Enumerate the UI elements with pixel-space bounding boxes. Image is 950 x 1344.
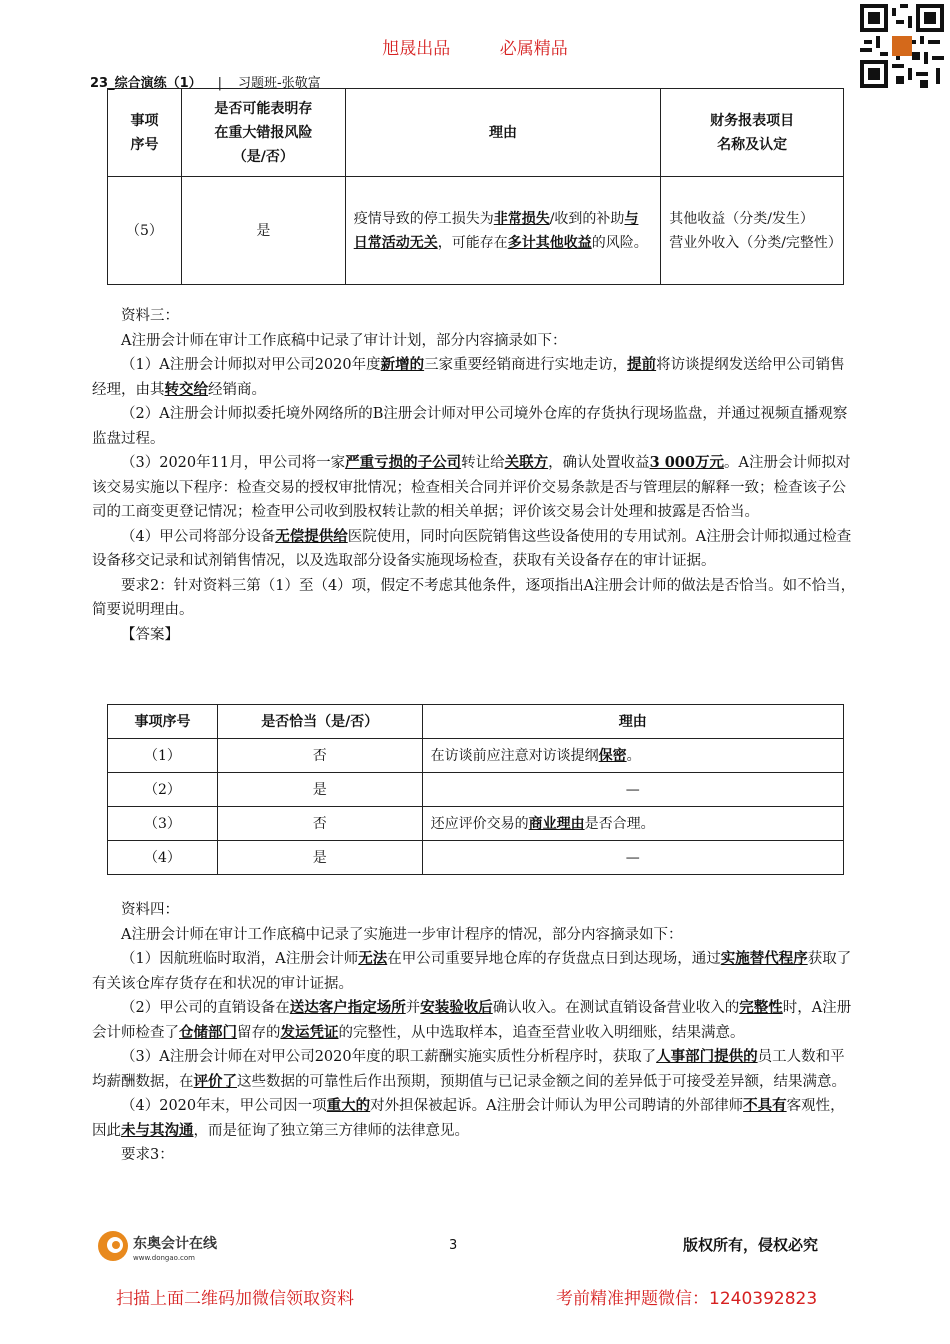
logo-url: www.dongao.com	[133, 1254, 195, 1262]
material4-item-4: （4）2020年末，甲公司因一项重大的对外担保被起诉。A注册会计师认为甲公司聘请的外部律师不具有客观性，因此未与其沟通，而是征询了独立第三方律师的法律意见。	[92, 1097, 845, 1139]
material3-item-3: （3）2020年11月，甲公司将一家严重亏损的子公司转让给关联方，确认处置收益3 000万元。A注册会计师拟对该交易实施以下程序：检查交易的授权审批情况；检查相关合同并评价交易条款是否与管理层的解释一致；检查该子公司的工商变更登记情况；检查甲公司收到股权转让款的相关单据；评价该交易会计处理和披露是否恰当。	[92, 454, 851, 520]
material4-item-3: （3）A注册会计师在对甲公司2020年度的职工薪酬实施实质性分析程序时，获取了人事部门提供的员工人数和平均薪酬数据，在评价了这些数据的可靠性后作出预期，预期值与已记录金额之间的差异低于可接受差异额，结果满意。	[92, 1048, 846, 1090]
answer-header-no: 事项序号	[108, 705, 218, 739]
table-row: （3） 否 还应评价交易的商业理由是否合理。	[108, 807, 844, 841]
col-header-risk: 是否可能表明存 在重大错报风险 （是/否）	[181, 89, 345, 177]
answer-label: 【答案】	[121, 626, 179, 643]
page-number: 3	[449, 1238, 458, 1253]
material3-title: 资料三：	[121, 308, 179, 324]
material4-item-2: （2）甲公司的直销设备在送达客户指定场所并安装验收后确认收入。在测试直销设备营业收入的完整性时，A注册会计师检查了仓储部门留存的发运凭证的完整性，从中选取样本，追查至营业收入明细账，结果满意。	[92, 999, 852, 1041]
row-reason: 疫情导致的停工损失为非常损失/收到的补助与日常活动无关，可能存在多计其他收益的风险。	[345, 177, 661, 285]
material4-intro: A注册会计师在审计工作底稿中记录了实施进一步审计程序的情况，部分内容摘录如下：	[121, 926, 683, 943]
qr-code-icon	[860, 4, 944, 88]
row-no: （5）	[108, 177, 182, 285]
header-right: 必属精品	[499, 39, 568, 59]
material-four	[92, 898, 857, 1168]
material3-item-2: （2）A注册会计师拟委托境外网络所的B注册会计师对甲公司境外仓库的存货执行现场监盘，并通过视频直播观察监盘过程。	[92, 406, 848, 447]
material3-item-4: （4）甲公司将部分设备无偿提供给医院使用，同时向医院销售这些设备使用的专用试剂。A注册会计师拟通过检查设备移交记录和试剂销售情况，以及选取部分设备实施现场检查，获取有关设备存在的审计证据。	[92, 527, 852, 569]
col-header-items: 财务报表项目 名称及认定	[661, 89, 844, 177]
col-header-no: 事项 序号	[108, 89, 182, 177]
risk-table	[107, 88, 844, 285]
requirement-3: 要求3：	[121, 1147, 174, 1163]
material3-item-1: （1）A注册会计师拟对甲公司2020年度新增的三家重要经销商进行实地走访，提前将访谈提纲发送给甲公司销售经理，由其转交给经销商。	[92, 356, 845, 398]
material-three	[92, 304, 857, 647]
header-left: 旭晟出品	[382, 39, 451, 59]
row-items: 其他收益（分类/发生） 营业外收入（分类/完整性）	[661, 177, 844, 285]
copyright: 版权所有，侵权必究	[683, 1236, 819, 1254]
table-row: （2） 是 —	[108, 773, 844, 807]
bottom-promo-right: 考前精准押题微信：1240392823	[556, 1289, 818, 1309]
material3-intro: A注册会计师在审计工作底稿中记录了审计计划，部分内容摘录如下：	[121, 332, 567, 349]
table-row: （1） 否 在访谈前应注意对访谈提纲保密。	[108, 739, 844, 773]
dongao-logo	[93, 1222, 243, 1268]
row-risk: 是	[181, 177, 345, 285]
material4-title: 资料四：	[121, 902, 179, 918]
course-title: 23_综合演练（1）	[90, 76, 202, 91]
teacher-name: 习题班-张敬富	[238, 76, 321, 91]
material4-item-1: （1）因航班临时取消，A注册会计师无法在甲公司重要异地仓库的存货盘点日到达现场，通过实施替代程序获取了有关该仓库存货存在和状况的审计证据。	[92, 950, 852, 992]
answer-header-reason: 理由	[422, 705, 843, 739]
answer-header-ok: 是否恰当（是/否）	[217, 705, 422, 739]
breadcrumb: 23_综合演练（1） | 习题班-张敬富	[90, 76, 321, 91]
answer-table	[107, 704, 844, 875]
logo-name: 东奥会计在线	[133, 1236, 217, 1252]
bottom-promo-left: 扫描上面二维码加微信领取资料	[116, 1289, 354, 1309]
table-row: （4） 是 —	[108, 841, 844, 875]
brand-header	[0, 34, 950, 59]
col-header-reason: 理由	[345, 89, 661, 177]
requirement-2: 要求2：针对资料三第（1）至（4）项，假定不考虑其他条件，逐项指出A注册会计师的做法是否恰当。如不恰当，简要说明理由。	[92, 577, 856, 618]
